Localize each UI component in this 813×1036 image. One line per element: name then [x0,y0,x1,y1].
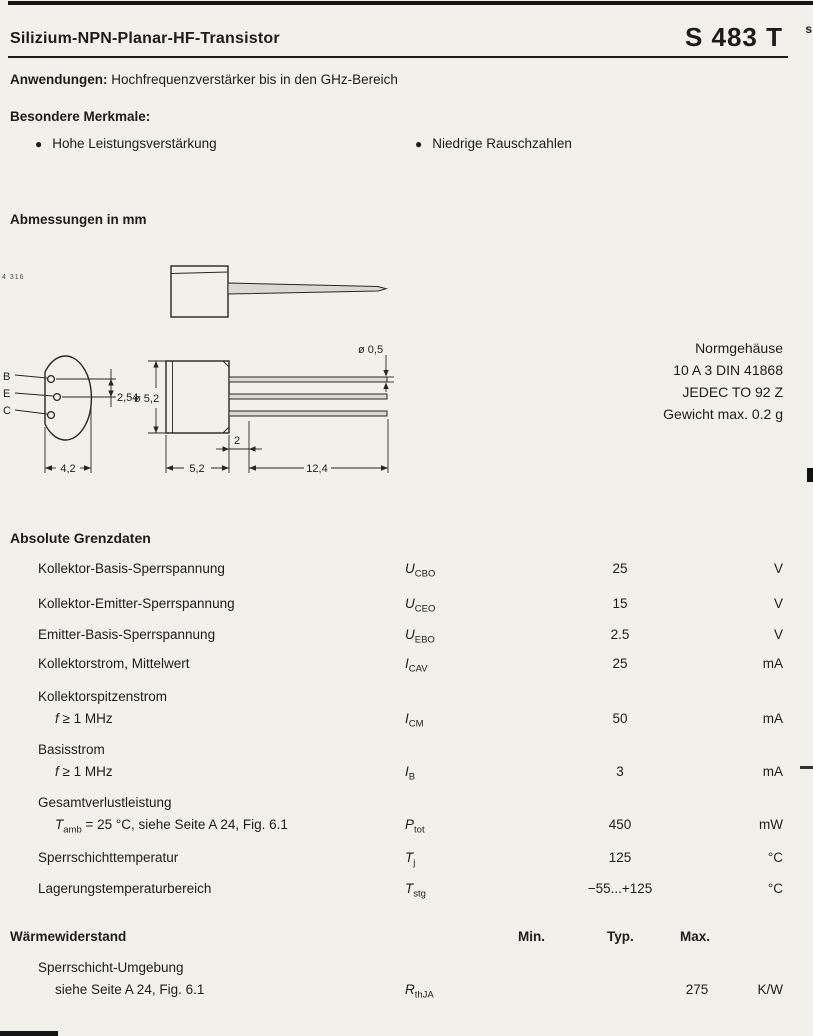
pin-label-b: B [3,371,11,383]
dim-flat-label: 4,2 [60,463,76,475]
page-title: Silizium-NPN-Planar-HF-Transistor [10,30,280,47]
condition-text: ≥ 1 MHz [58,711,113,726]
package-front-view [166,361,229,433]
feature-text: Hohe Leistungsverstärkung [52,136,217,151]
column-max: Max. [680,929,711,944]
housing-line: JEDEC TO 92 Z [682,384,783,400]
param-value: 25 [612,656,628,671]
symbol-base: T [405,881,414,896]
param-unit: °C [767,881,783,896]
dim-pitch-label: 2,54 [117,392,139,404]
param-value: 450 [608,817,632,832]
param-symbol [405,711,424,730]
symbol-sub: j [413,857,416,869]
package-bottom-view [3,356,91,440]
param-condition: siehe Seite A 24, Fig. 6.1 [55,982,205,997]
bullet-icon: ● [35,136,43,151]
symbol-base: U [405,561,415,576]
dim-body-dia-label: ø 5,2 [134,393,160,405]
param-symbol [405,596,435,615]
condition-text: = 25 °C, siehe Seite A 24, Fig. 6.1 [81,817,288,832]
thermal-header-row [10,929,783,949]
housing-line: 10 A 3 DIN 41868 [673,362,783,378]
edge-registration-mark [807,468,813,482]
limit-row [10,689,783,733]
symbol-sub: CM [408,718,424,730]
param-unit: K/W [757,982,783,997]
dim-lead-dia-label: ø 0,5 [358,344,384,356]
thermal-row [10,960,783,1004]
param-value: −55...+125 [587,881,653,896]
column-typ: Typ. [607,929,634,944]
param-symbol [405,881,426,900]
header [10,22,783,53]
limits-table [10,556,783,928]
param-unit: V [773,627,783,642]
edge-registration-mark [800,766,813,769]
housing-info [663,337,783,425]
param-unit: mA [762,764,783,779]
leads [229,377,387,416]
condition-symbol: T [55,817,64,832]
applications-label: Anwendungen: [10,72,108,87]
param-name: Lagerungstemperaturbereich [38,881,212,896]
lead-diameter-dimension [358,344,394,392]
symbol-base: I [405,764,409,779]
symbol-base: U [405,627,415,642]
symbol-base: I [405,711,409,726]
param-symbol [405,656,428,675]
param-name: Sperrschicht-Umgebung [38,960,184,975]
lead-length-dimension [249,419,388,475]
param-name: Sperrschichttemperatur [38,850,179,865]
limit-row [10,795,783,839]
dim-lead-length-label: 12,4 [306,463,328,475]
symbol-base: U [405,596,415,611]
param-value: 3 [616,764,624,779]
condition-sub: amb [63,824,82,836]
feature-item [35,136,415,151]
dimensions-heading: Abmessungen in mm [10,212,147,227]
param-symbol [405,982,434,1001]
symbol-base: R [405,982,415,997]
margin-note: 4 316 [2,274,25,281]
column-min: Min. [518,929,545,944]
page-edge-letter: s [805,22,812,36]
part-number: S 483 T [684,22,783,52]
param-value: 25 [612,561,628,576]
dim-lead-offset-label: 2 [234,435,241,447]
param-max-value: 275 [685,982,709,997]
symbol-sub: stg [413,888,426,900]
param-value: 2.5 [610,627,630,642]
param-unit: °C [767,850,783,865]
param-unit: mW [759,817,783,832]
param-symbol [405,764,415,783]
symbol-sub: CBO [414,568,436,580]
param-value: 125 [608,850,632,865]
symbol-base: P [405,817,415,832]
param-symbol [405,627,435,646]
param-unit: V [773,561,783,576]
applications-text: Hochfrequenzverstärker bis in den GHz-Bereich [111,72,398,87]
limit-row [10,742,783,786]
param-name: Kollektorspitzenstrom [38,689,168,704]
symbol-sub: CAV [408,663,428,675]
thermal-heading: Wärmewiderstand [10,929,127,944]
condition-symbol: f [55,764,59,779]
applications-line [10,72,398,87]
symbol-base: I [405,656,409,671]
housing-line: Normgehäuse [695,340,783,356]
pitch-dimension [56,369,138,407]
param-condition [55,764,113,783]
pin-label-c: C [3,405,11,417]
symbol-sub: B [408,771,416,783]
symbol-sub: tot [414,824,425,836]
feature-text: Niedrige Rauschzahlen [432,136,572,151]
title-rule [8,56,788,58]
symbol-sub: CEO [414,603,436,615]
dim-body-width-label: 5,2 [189,463,205,475]
param-symbol [405,817,425,836]
param-name: Kollektor-Emitter-Sperrspannung [38,596,235,611]
param-unit: mA [762,656,783,671]
param-unit: mA [762,711,783,726]
param-value: 50 [612,711,628,726]
symbol-sub: EBO [414,634,435,646]
limit-row [10,881,783,925]
features-list [10,136,750,151]
symbol-sub: thJA [414,989,434,1001]
param-name: Gesamtverlustleistung [38,795,172,810]
lead-offset-dimension [216,421,262,473]
param-unit: V [773,596,783,611]
condition-text: ≥ 1 MHz [58,764,113,779]
limits-heading: Absolute Grenzdaten [10,530,151,546]
param-condition [55,711,113,730]
param-name: Basisstrom [38,742,105,757]
param-name: Kollektorstrom, Mittelwert [38,656,190,671]
feature-item [415,136,572,151]
pin-label-e: E [3,388,11,400]
condition-symbol: f [55,711,59,726]
features-heading: Besondere Merkmale: [10,109,151,124]
param-name: Emitter-Basis-Sperrspannung [38,627,216,642]
param-value: 15 [612,596,628,611]
package-side-view [171,266,386,317]
bullet-icon: ● [415,136,423,151]
body-diameter-dimension [134,361,166,433]
top-rule [8,1,813,5]
param-symbol [405,850,415,869]
package-dimension-drawing [0,253,430,488]
param-symbol [405,561,435,580]
housing-line: Gewicht max. 0.2 g [663,406,783,422]
param-condition [55,817,288,836]
page-bottom-mark [0,1031,58,1036]
body-width-dimension [166,435,229,475]
symbol-base: T [405,850,414,865]
param-name: Kollektor-Basis-Sperrspannung [38,561,225,576]
